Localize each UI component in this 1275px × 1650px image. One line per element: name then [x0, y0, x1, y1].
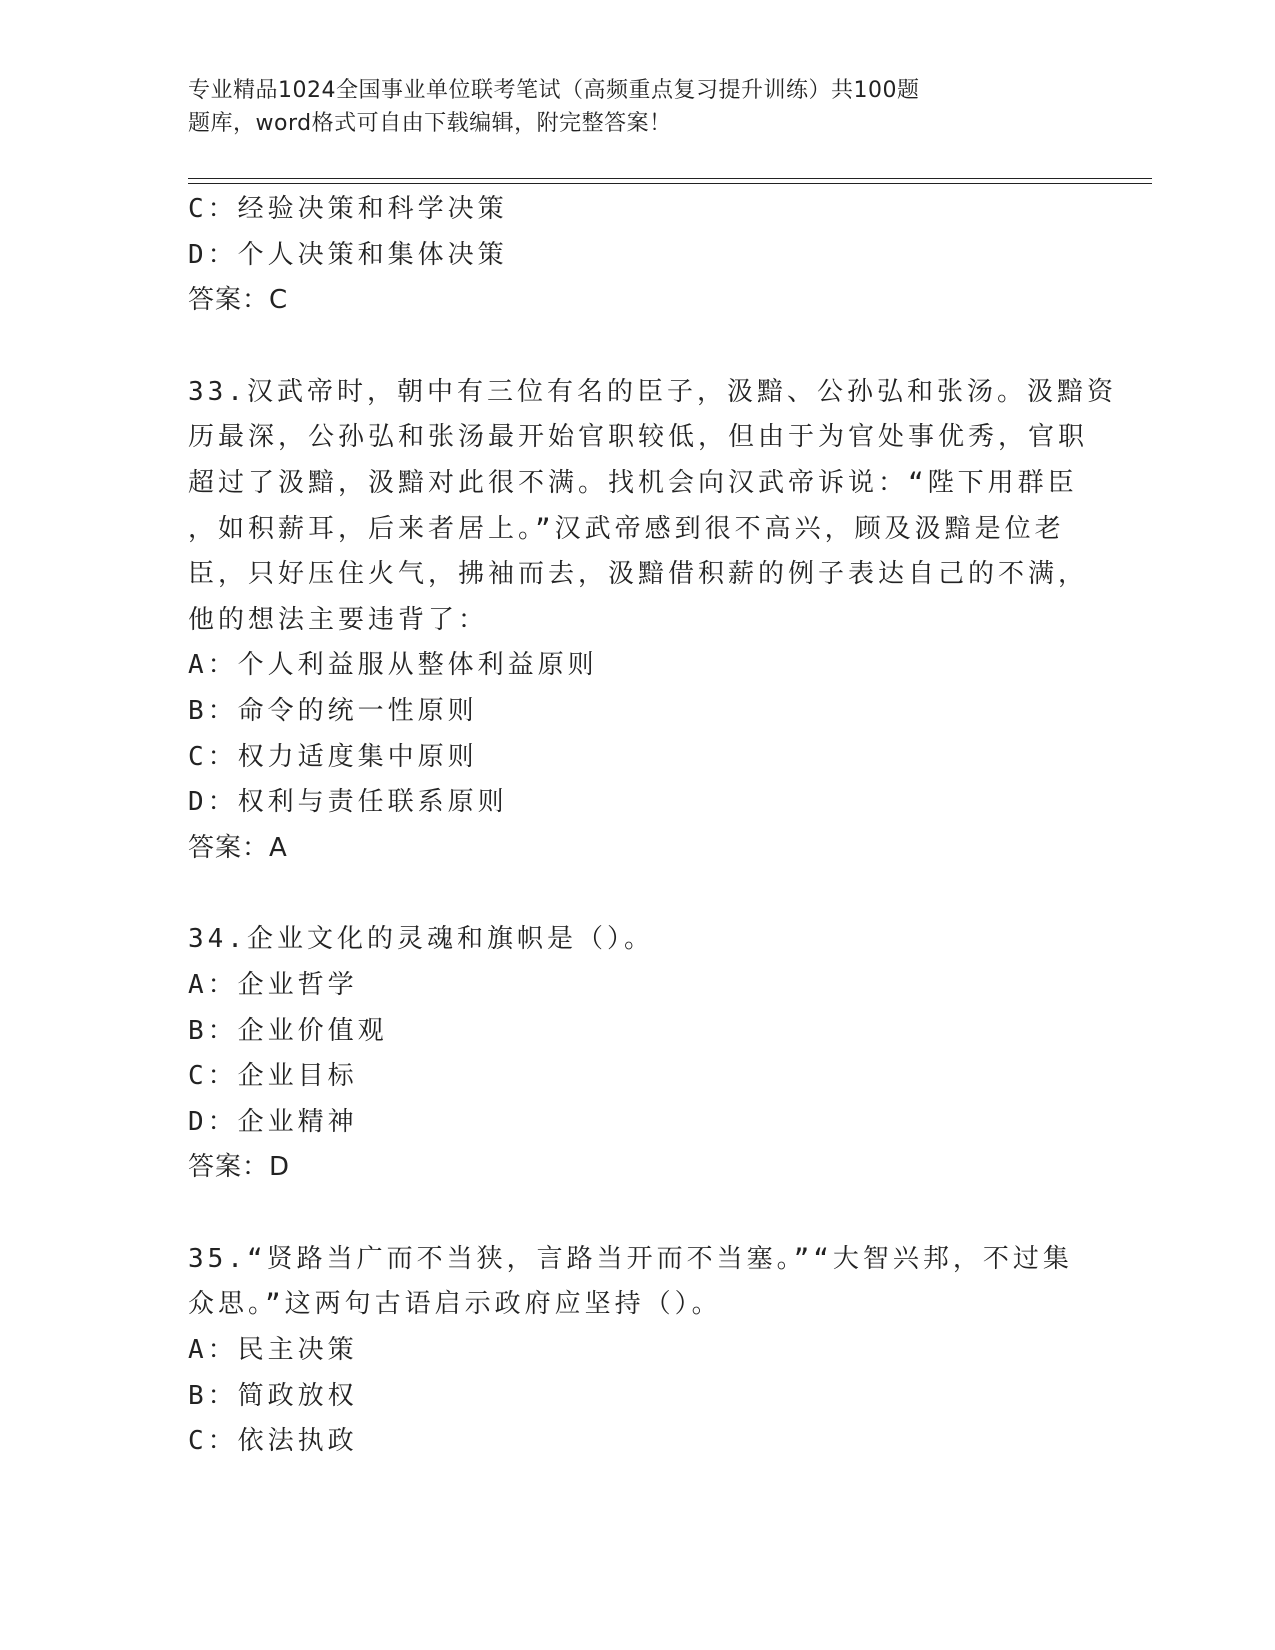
- answer-label: 答案：C: [188, 285, 289, 316]
- question-stem-line: 众思。”这两句古语启示政府应坚持（）。: [188, 1289, 722, 1320]
- header-rule-bottom: [188, 183, 1152, 184]
- answer-label: 答案：A: [188, 832, 288, 863]
- option-d: D：权利与责任联系原则: [188, 787, 508, 818]
- option-b: B：企业价值观: [188, 1015, 388, 1046]
- header-line-1: 专业精品1024全国事业单位联考笔试（高频重点复习提升训练）共100题: [188, 78, 920, 103]
- question-stem-line: 超过了汲黯，汲黯对此很不满。找机会向汉武帝诉说：“陛下用群臣: [188, 467, 1078, 498]
- option-c: C：权力适度集中原则: [188, 741, 478, 772]
- header-line-2: 题库，word格式可自由下载编辑，附完整答案！: [188, 111, 672, 136]
- question-stem-line: ，如积薪耳，后来者居上。”汉武帝感到很不高兴，顾及汲黯是位老: [188, 513, 1065, 544]
- answer-label: 答案：D: [188, 1152, 291, 1183]
- option-d: D：个人决策和集体决策: [188, 239, 508, 270]
- question-33: [188, 370, 1117, 872]
- option-a: A：企业哲学: [188, 969, 358, 1000]
- spacer: [188, 324, 1088, 370]
- spacer: [188, 871, 1088, 917]
- question-stem-line: 他的想法主要违背了：: [188, 604, 489, 635]
- question-stem-line: 33.汉武帝时，朝中有三位有名的臣子，汲黯、公孙弘和张汤。汲黯资: [188, 376, 1117, 407]
- option-c: C：企业目标: [188, 1061, 358, 1092]
- option-a: A：民主决策: [188, 1335, 358, 1366]
- option-d: D：企业精神: [188, 1106, 358, 1137]
- header-rule-top: [188, 178, 1152, 179]
- option-b: B：命令的统一性原则: [188, 695, 478, 726]
- question-stem-line: 35.“贤路当广而不当狭，言路当开而不当塞。”“大智兴邦，不过集: [188, 1243, 1073, 1274]
- question-35: [188, 1237, 1088, 1465]
- spacer: [188, 1191, 1088, 1237]
- question-stem-line: 历最深，公孙弘和张汤最开始官职较低，但由于为官处事优秀，官职: [188, 422, 1089, 453]
- question-stem-line: 臣，只好压住火气，拂袖而去，汲黯借积薪的例子表达自己的不满，: [188, 559, 1089, 590]
- question-stem-line: 34.企业文化的灵魂和旗帜是（）。: [188, 924, 654, 955]
- option-c: C：依法执政: [188, 1426, 358, 1457]
- question-32-tail: [188, 187, 1088, 324]
- option-b: B：简政放权: [188, 1380, 358, 1411]
- document-body: [188, 187, 1117, 1465]
- option-a: A：个人利益服从整体利益原则: [188, 650, 598, 681]
- option-c: C：经验决策和科学决策: [188, 194, 508, 224]
- question-34: [188, 917, 1088, 1191]
- document-header: [188, 74, 1068, 140]
